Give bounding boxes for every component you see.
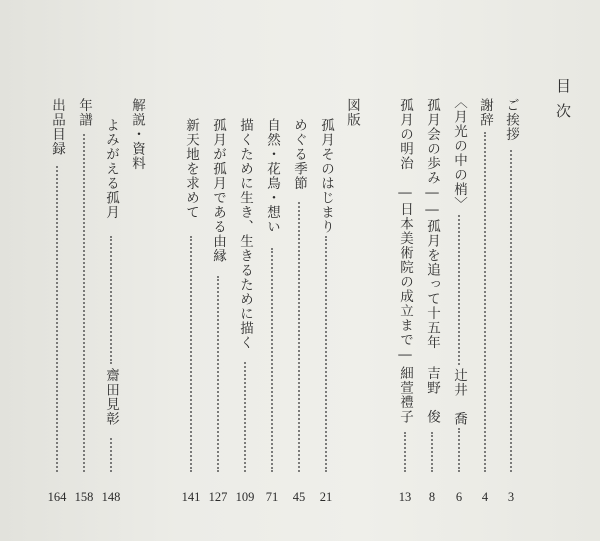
toc-entry-page: 127 [208,490,228,504]
leader-dots [190,236,192,472]
leader-dots [458,428,460,472]
toc-entry-title: めぐる季節 [291,118,307,191]
toc-entry-page: 8 [428,490,436,504]
toc-entry-page: 45 [292,490,306,504]
leader-dots [56,166,58,472]
leader-dots [484,132,486,472]
toc-entry-title: よみがえる孤月 [103,118,119,220]
toc-entry-page: 13 [398,490,412,504]
toc-entry-title: 出品目録 [49,98,65,156]
toc-entry-page: 141 [181,490,201,504]
toc-entry-title: 謝辞 [477,98,493,127]
toc-entry-author: 細萱禮子 [397,366,413,424]
toc-heading: 目次 [554,78,572,128]
toc-entry-author: 辻井 喬 [451,368,467,426]
toc-entry-page: 158 [74,490,94,504]
leader-dots [271,248,273,472]
toc-entry-page: 6 [455,490,463,504]
leader-dots [431,432,433,472]
toc-entry-title: ご挨拶 [503,98,519,142]
toc-section-title: 解説・資料 [129,98,145,171]
leader-dots [510,150,512,472]
toc-entry-title: 孤月が孤月である由縁 [210,118,226,263]
toc-entry-page: 3 [507,490,515,504]
toc-entry-page: 71 [265,490,279,504]
toc-entry-page: 109 [235,490,255,504]
toc-entry-author: 齋田見彰 [103,368,119,426]
toc-entry-author: 吉野 俊 [424,366,440,424]
leader-dots [298,202,300,472]
leader-dots [244,362,246,472]
toc-entry-page: 21 [319,490,333,504]
toc-section-title: 図版 [344,98,360,127]
toc-entry-page: 164 [47,490,67,504]
toc-entry-title: 孤月の明治 ―日本美術院の成立まで― [397,98,413,364]
toc-entry-title: 孤月そのはじまり [318,118,334,234]
toc-entry-title: 孤月会の歩み――孤月を追って十五年 [424,98,440,350]
leader-dots [110,438,112,472]
leader-dots [110,236,112,364]
leader-dots [83,134,85,472]
toc-entry-page: 148 [101,490,121,504]
toc-entry-title: 新天地を求めて [183,118,199,220]
toc-entry-title: 自然・花鳥・想い [264,118,280,234]
toc-entry-title: 描くために生き、生きるために描く [237,118,253,350]
toc-entry-title: 年譜 [76,98,92,127]
toc-entry-title: 〈月光の中の梢〉 [451,95,467,211]
leader-dots [458,215,460,365]
leader-dots [325,236,327,472]
leader-dots [217,276,219,472]
leader-dots [404,432,406,472]
toc-entry-page: 4 [481,490,489,504]
